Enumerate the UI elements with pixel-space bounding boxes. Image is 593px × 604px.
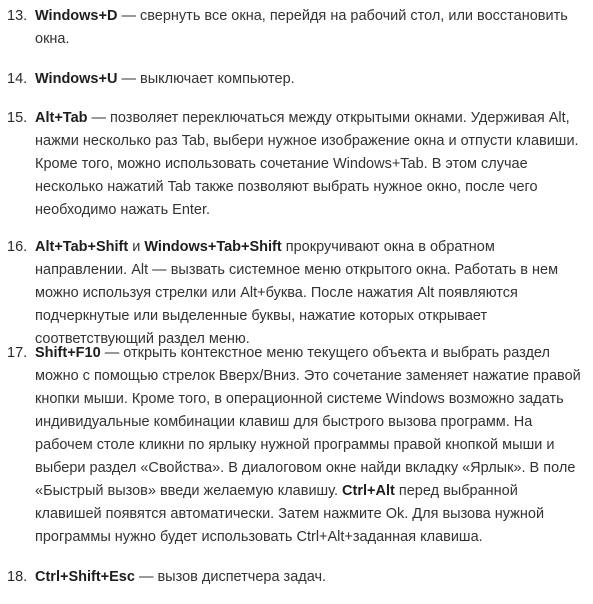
description-text: прокручивают окна в обратном направлении. Alt — вызвать системное меню открытого окна. Работать в нем можно используя стрелки или Alt+буква. После нажатия Alt появляются подчеркнутые или выделенные буквы, нажатие которых открывает соответствующий раздел меню. xyxy=(35,239,559,347)
description-text: — открыть контекстное меню текущего объекта и выбрать раздел можно с помощью стрелок Вверх/Вниз. Это сочетание заменяет нажатие правой кнопки мыши. Кроме того, в операционной системе Windows возможно задать индивидуальные комбинации клавиш для быстрого вызова программ. На рабочем столе кликни по ярлыку нужной программы правой кнопкой мыши и выбери раздел «Свойства». В диалоговом окне найди вкладку «Ярлык». В поле «Быстрый вызов» введи желаемую клавишу. xyxy=(35,345,581,499)
description-text: и xyxy=(128,239,145,255)
item-number: 14. xyxy=(7,71,28,87)
shortcut-keys: Alt+Tab+Shift xyxy=(35,239,129,255)
item-text xyxy=(35,342,587,549)
shortcut-keys: Alt+Tab xyxy=(35,110,88,126)
shortcut-keys: Ctrl+Shift+Esc xyxy=(35,569,135,585)
item-number: 13. xyxy=(7,8,28,24)
item-number: 18. xyxy=(7,569,28,585)
shortcut-keys: Windows+Tab+Shift xyxy=(144,239,282,255)
description-text: — свернуть все окна, перейдя на рабочий стол, или восстановить окна. xyxy=(35,8,568,47)
item-number: 15. xyxy=(7,110,28,126)
item-text xyxy=(35,236,587,351)
item-text xyxy=(35,107,587,222)
shortcut-keys: Shift+F10 xyxy=(35,345,101,361)
item-text xyxy=(35,5,587,51)
description-text: — выключает компьютер. xyxy=(117,71,295,87)
description-text: перед выбранной клавишей появятся автоматически. Затем нажмите Ok. Для вызова нужной программы нужно будет использовать Ctrl+Alt+заданная клавиша. xyxy=(35,483,545,545)
shortcut-keys: Ctrl+Alt xyxy=(342,483,395,499)
item-text xyxy=(35,566,587,589)
item-number: 16. xyxy=(7,239,28,255)
item-number: 17. xyxy=(7,345,28,361)
shortcut-keys: Windows+D xyxy=(35,8,118,24)
shortcut-keys: Windows+U xyxy=(35,71,118,87)
item-text xyxy=(35,68,587,91)
description-text: — позволяет переключаться между открытыми окнами. Удерживая Alt, нажми несколько раз Tab, выбери нужное изображение окна и отпусти клавиши. Кроме того, можно использовать сочетание Windows+Tab. В этом случае несколько нажатий Tab также позволяют выбрать нужное окно, после чего необходимо нажать Enter. xyxy=(35,110,579,218)
description-text: — вызов диспетчера задач. xyxy=(134,569,327,585)
